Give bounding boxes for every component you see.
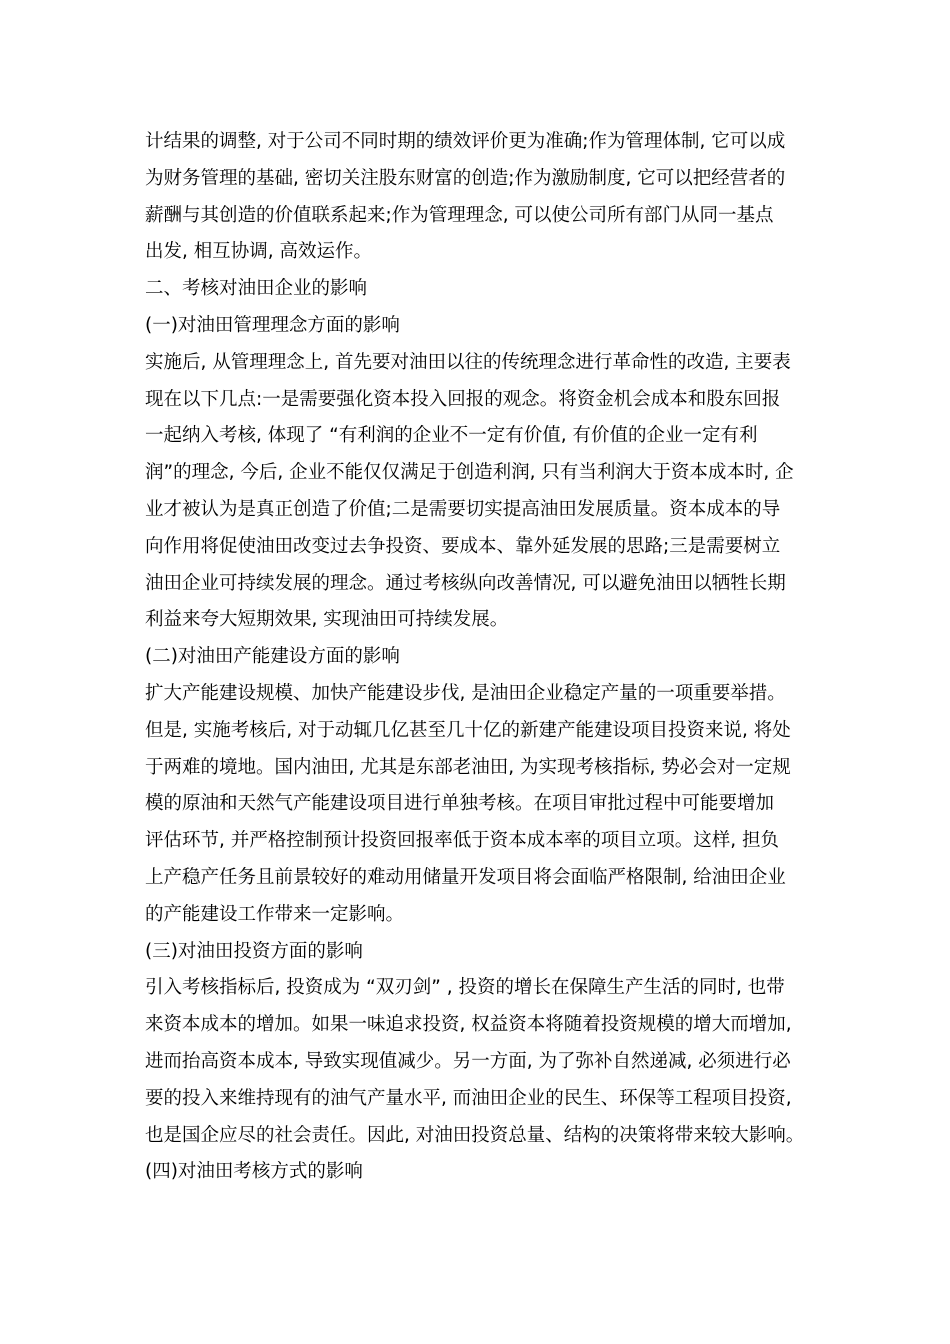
paragraph-line: 要的投入来维持现有的油气产量水平, 而油田企业的民生、环保等工程项目投资, bbox=[145, 1087, 792, 1109]
paragraph-line: 上产稳产任务且前景较好的难动用储量开发项目将会面临严格限制, 给油田企业 bbox=[145, 866, 786, 888]
subsection-heading: (四)对油田考核方式的影响 bbox=[145, 1161, 363, 1183]
paragraph-line: 于两难的境地。国内油田, 尤其是东部老油田, 为实现考核指标, 势必会对一定规 bbox=[145, 756, 791, 778]
paragraph-line: 油田企业可持续发展的理念。通过考核纵向改善情况, 可以避免油田以牺牲长期 bbox=[145, 572, 786, 594]
paragraph-line: 为财务管理的基础, 密切关注股东财富的创造;作为激励制度, 它可以把经营者的 bbox=[145, 167, 786, 189]
paragraph-line: 进而抬高资本成本, 导致实现值减少。另一方面, 为了弥补自然递减, 必须进行必 bbox=[145, 1050, 791, 1072]
paragraph-line: 业才被认为是真正创造了价值;二是需要切实提高油田发展质量。资本成本的导 bbox=[145, 498, 781, 520]
paragraph-line: 模的原油和天然气产能建设项目进行单独考核。在项目审批过程中可能要增加 bbox=[145, 793, 775, 815]
paragraph-line: 出发, 相互协调, 高效运作。 bbox=[145, 241, 373, 263]
paragraph-line: 向作用将促使油田改变过去争投资、要成本、靠外延发展的思路;三是需要树立 bbox=[145, 535, 781, 557]
paragraph-line: 的产能建设工作带来一定影响。 bbox=[145, 903, 405, 925]
paragraph-line: 利益来夸大短期效果, 实现油田可持续发展。 bbox=[145, 609, 509, 631]
paragraph-line: 润”的理念, 今后, 企业不能仅仅满足于创造利润, 只有当利润大于资本成本时, 企 bbox=[145, 462, 794, 484]
paragraph-line: 薪酬与其创造的价值联系起来;作为管理理念, 可以使公司所有部门从同一基点 bbox=[145, 204, 774, 226]
paragraph-line: 但是, 实施考核后, 对于动辄几亿甚至几十亿的新建产能建设项目投资来说, 将处 bbox=[145, 719, 791, 741]
subsection-heading: (三)对油田投资方面的影响 bbox=[145, 940, 363, 962]
paragraph-line: 一起纳入考核, 体现了 “有利润的企业不一定有价值, 有价值的企业一定有利 bbox=[145, 425, 758, 447]
subsection-heading: (二)对油田产能建设方面的影响 bbox=[145, 646, 400, 668]
section-heading: 二、考核对油田企业的影响 bbox=[145, 278, 368, 300]
paragraph-line: 评估环节, 并严格控制预计投资回报率低于资本成本率的项目立项。这样, 担负 bbox=[145, 830, 780, 852]
document-body bbox=[145, 124, 825, 1191]
paragraph-line: 现在以下几点:一是需要强化资本投入回报的观念。将资金机会成本和股东回报 bbox=[145, 388, 781, 410]
paragraph-line: 也是国企应尽的社会责任。因此, 对油田投资总量、结构的决策将带来较大影响。 bbox=[145, 1124, 805, 1146]
paragraph-line: 扩大产能建设规模、加快产能建设步伐, 是油田企业稳定产量的一项重要举措。 bbox=[145, 682, 786, 704]
paragraph-line: 来资本成本的增加。如果一味追求投资, 权益资本将随着投资规模的增大而增加, bbox=[145, 1014, 792, 1036]
paragraph-line: 计结果的调整, 对于公司不同时期的绩效评价更为准确;作为管理体制, 它可以成 bbox=[145, 131, 786, 152]
paragraph-line: 引入考核指标后, 投资成为 “双刃剑” , 投资的增长在保障生产生活的同时, 也带 bbox=[145, 977, 785, 999]
paragraph-line: 实施后, 从管理理念上, 首先要对油田以往的传统理念进行革命性的改造, 主要表 bbox=[145, 351, 791, 373]
subsection-heading: (一)对油田管理理念方面的影响 bbox=[145, 314, 400, 336]
